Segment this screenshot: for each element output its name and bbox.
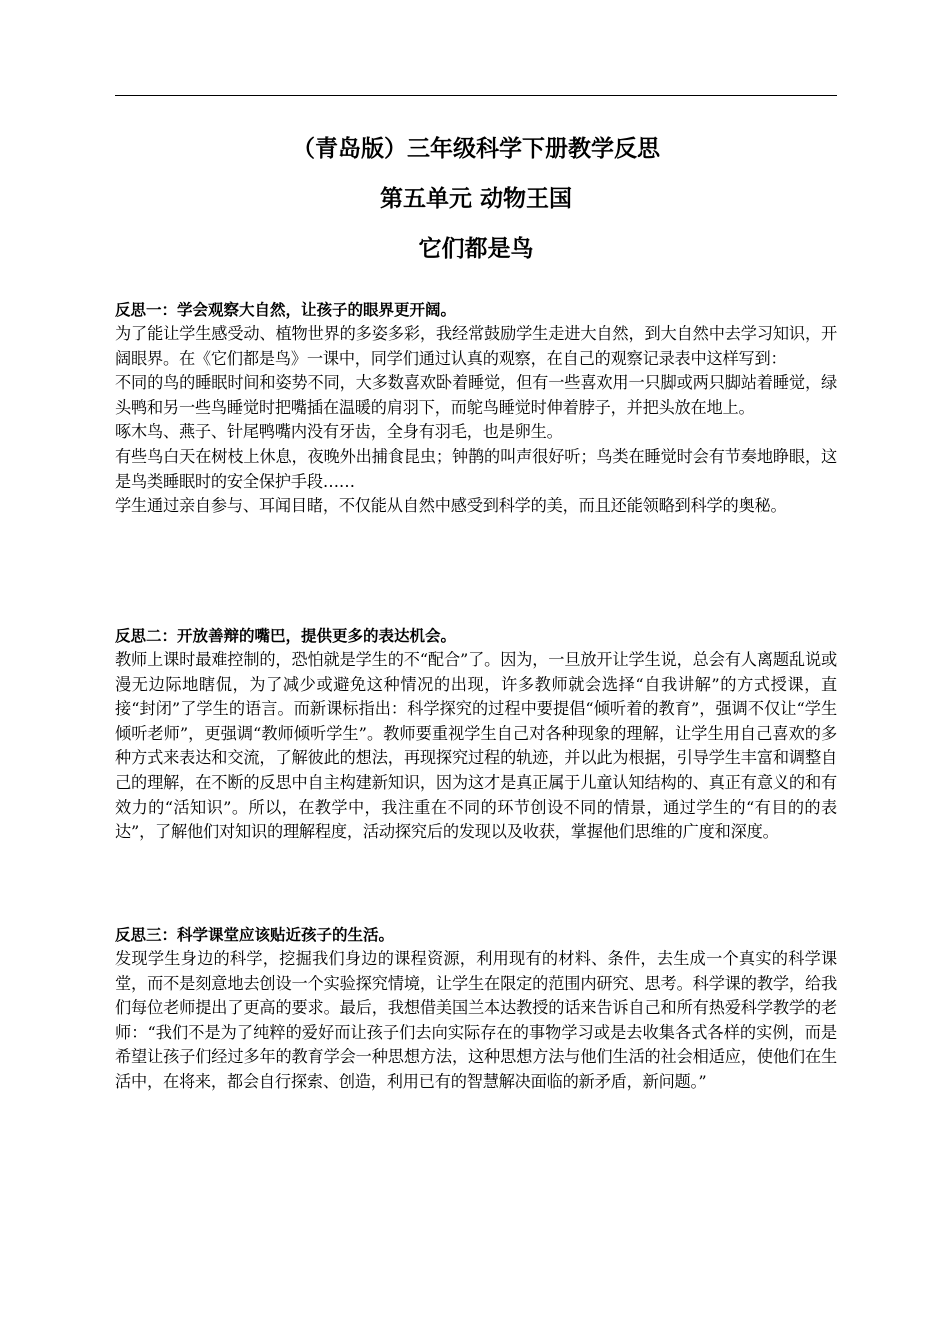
paragraph: 为了能让学生感受动、植物世界的多姿多彩，我经常鼓励学生走进大自然，到大自然中去学习知识，开阔眼界。在《它们都是鸟》一课中，同学们通过认真的观察，在自己的观察记录表中这样写到：: [115, 324, 837, 368]
paragraph: 啄木鸟、燕子、针尾鸭嘴内没有牙齿，全身有羽毛，也是卵生。: [115, 422, 563, 442]
reflection-section-3: [115, 923, 837, 1095]
paragraph: 学生通过亲自参与、耳闻目睹，不仅能从自然中感受到科学的美，而且还能领略到科学的奥秘。: [115, 496, 787, 516]
reflection-section-2: [115, 624, 837, 845]
paragraph: 不同的鸟的睡眠时间和姿势不同，大多数喜欢卧着睡觉，但有一些喜欢用一只脚或两只脚站着睡觉，绿头鸭和另一些鸟睡觉时把嘴插在温暖的肩羽下，而鸵鸟睡觉时伸着脖子，并把头放在地上。: [115, 373, 837, 417]
section-heading: 反思三：科学课堂应该贴近孩子的生活。: [115, 926, 395, 944]
reflection-section-1: [115, 298, 837, 519]
lesson-title: 它们都是鸟: [418, 236, 534, 262]
paragraph: 教师上课时最难控制的，恐怕就是学生的不“配合”了。因为，一旦放开让学生说，总会有人离题乱说或漫无边际地瞎侃，为了减少或避免这种情况的出现，许多教师就会选择“自我讲解”的方式授课，直接“封闭”了学生的语言。而新课标指出：科学探究的过程中要提倡“倾听着的教育”，强调不仅让“学生倾听老师”，更强调“教师倾听学生”。教师要重视学生自己对各种现象的理解，让学生用自己喜欢的多种方式来表达和交流，了解彼此的想法，再现探究过程的轨迹，并以此为根据，引导学生丰富和调整自己的理解，在不断的反思中自主构建新知识，因为这才是真正属于儿童认知结构的、真正有意义的和有效力的“活知识”。所以，在教学中，我注重在不同的环节创设不同的情景，通过学生的“有目的的表达”，了解他们对知识的理解程度，活动探究后的发现以及收获，掌握他们思维的广度和深度。: [115, 650, 837, 842]
section-heading: 反思二：开放善辩的嘴巴，提供更多的表达机会。: [115, 627, 457, 645]
unit-title: 第五单元 动物王国: [379, 186, 572, 212]
section-heading: 反思一：学会观察大自然，让孩子的眼界更开阔。: [115, 301, 457, 319]
document-title: （青岛版）三年级科学下册教学反思: [292, 136, 660, 162]
paragraph: 有些鸟白天在树枝上休息，夜晚外出捕食昆虫；钟鹊的叫声很好听；鸟类在睡觉时会有节奏地睁眼，这是鸟类睡眠时的安全保护手段……: [115, 446, 837, 491]
paragraph: 发现学生身边的科学，挖掘我们身边的课程资源，利用现有的材料、条件，去生成一个真实的科学课堂，而不是刻意地去创设一个实验探究情境，让学生在限定的范围内研究、思考。科学课的教学，给我们每位老师提出了更高的要求。最后，我想借美国兰本达教授的话来告诉自己和所有热爱科学教学的老师：“我们不是为了纯粹的爱好而让孩子们去向实际存在的事物学习或是去收集各式各样的实例，而是希望让孩子们经过多年的教育学会一种思想方法，这种思想方法与他们生活的社会相适应，使他们在生活中，在将来，都会自行探索、创造，利用已有的智慧解决面临的新矛盾，新问题。”: [115, 949, 837, 1091]
header-divider: [115, 95, 837, 96]
